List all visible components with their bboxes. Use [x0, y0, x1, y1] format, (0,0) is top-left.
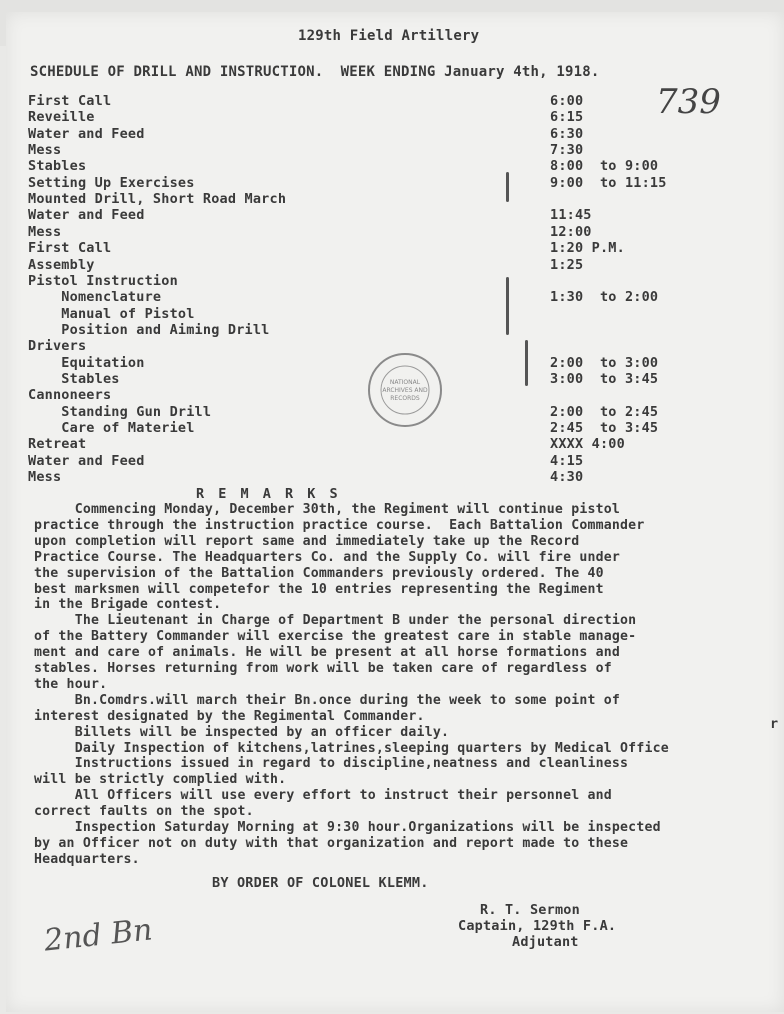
signature-name: R. T. Sermon	[480, 902, 580, 918]
remarks-line: stables. Horses returning from work will be taken care of regardless of	[34, 661, 612, 676]
remarks-line: the hour.	[34, 677, 108, 692]
schedule-item: First Call	[28, 93, 112, 109]
schedule-item: Mess	[28, 142, 62, 158]
schedule-time: 1:25	[550, 257, 584, 273]
schedule-time: 11:45	[550, 207, 592, 223]
brace-mark	[506, 277, 509, 335]
schedule-time: 6:15	[550, 109, 584, 125]
schedule-time: 4:30	[550, 469, 584, 485]
schedule-item: First Call	[28, 240, 112, 256]
schedule-time: 7:30	[550, 142, 584, 158]
schedule-item: Water and Feed	[28, 126, 145, 142]
schedule-item: Position and Aiming Drill	[28, 322, 270, 338]
schedule-time: 8:00 to 9:00	[550, 158, 659, 174]
remarks-line: Headquarters.	[34, 852, 140, 867]
remarks-line: of the Battery Commander will exercise the greatest care in stable manage-	[34, 629, 637, 644]
remarks-line: correct faults on the spot.	[34, 804, 254, 819]
schedule-time: 3:00 to 3:45	[550, 371, 659, 387]
remarks-line: Commencing Monday, December 30th, the Regiment will continue pistol	[34, 502, 621, 517]
schedule-item: Mounted Drill, Short Road March	[28, 191, 287, 207]
schedule-item: Cannoneers	[28, 387, 112, 403]
order-line: BY ORDER OF COLONEL KLEMM.	[212, 875, 429, 891]
schedule-time: 2:45 to 3:45	[550, 420, 659, 436]
schedule-time: 6:30	[550, 126, 584, 142]
schedule-time: 1:20 P.M.	[550, 240, 625, 256]
brace-mark	[525, 340, 528, 386]
schedule-time: 2:00 to 3:00	[550, 355, 659, 371]
remarks-line: interest designated by the Regimental Commander.	[34, 709, 425, 724]
schedule-item: Water and Feed	[28, 207, 145, 223]
schedule-time: 4:15	[550, 453, 584, 469]
remarks-line: upon completion will report same and immediately take up the Record	[34, 534, 580, 549]
schedule-title: SCHEDULE OF DRILL AND INSTRUCTION. WEEK ENDING January 4th, 1918.	[30, 64, 600, 80]
schedule-item: Stables	[28, 158, 87, 174]
schedule-item: Mess	[28, 224, 62, 240]
signature-rank: Captain, 129th F.A.	[458, 918, 617, 934]
brace-mark	[506, 172, 509, 202]
handwritten-note: 2nd Bn	[42, 912, 155, 959]
remarks-line: Bn.Comdrs.will march their Bn.once during the week to some point of	[34, 693, 621, 708]
svg-text:RECORDS: RECORDS	[390, 395, 420, 402]
archive-stamp	[362, 350, 448, 430]
svg-text:NATIONAL: NATIONAL	[389, 379, 421, 386]
signature-title: Adjutant	[512, 934, 579, 950]
remarks-line: the supervision of the Battalion Commanders previously ordered. The 40	[34, 566, 604, 581]
schedule-item: Retreat	[28, 436, 87, 452]
schedule-item: Assembly	[28, 257, 95, 273]
remarks-line: All Officers will use every effort to instruct their personnel and	[34, 788, 612, 803]
remarks-line: ment and care of animals. He will be present at all horse formations and	[34, 645, 621, 660]
unit-header: 129th Field Artillery	[298, 28, 480, 44]
schedule-item: Mess	[28, 469, 62, 485]
schedule-item: Reveille	[28, 109, 95, 125]
stray-mark: r	[770, 716, 779, 732]
svg-text:ARCHIVES AND: ARCHIVES AND	[382, 387, 428, 394]
remarks-line: in the Brigade contest.	[34, 597, 222, 612]
remarks-heading: R E M A R K S	[196, 486, 341, 502]
schedule-item: Standing Gun Drill	[28, 404, 212, 420]
remarks-line: Daily Inspection of kitchens,latrines,sleeping quarters by Medical Office	[34, 741, 669, 756]
remarks-line: practice through the instruction practice course. Each Battalion Commander	[34, 518, 645, 533]
schedule-time: 2:00 to 2:45	[550, 404, 659, 420]
schedule-item: Manual of Pistol	[28, 306, 195, 322]
schedule-time: 1:30 to 2:00	[550, 289, 659, 305]
schedule-item: Equitation	[28, 355, 145, 371]
remarks-line: Billets will be inspected by an officer daily.	[34, 725, 450, 740]
schedule-item: Nomenclature	[28, 289, 162, 305]
schedule-item: Pistol Instruction	[28, 273, 178, 289]
schedule-time: 9:00 to 11:15	[550, 175, 667, 191]
schedule-item: Care of Materiel	[28, 420, 195, 436]
schedule-time: XXXX 4:00	[550, 436, 625, 452]
schedule-item: Stables	[28, 371, 120, 387]
remarks-line: Instructions issued in regard to discipline,neatness and cleanliness	[34, 756, 629, 771]
schedule-item: Water and Feed	[28, 453, 145, 469]
remarks-line: by an Officer not on duty with that organization and report made to these	[34, 836, 629, 851]
schedule-time: 12:00	[550, 224, 592, 240]
remarks-line: The Lieutenant in Charge of Department B under the personal direction	[34, 613, 637, 628]
schedule-item: Setting Up Exercises	[28, 175, 195, 191]
remarks-line: best marksmen will competefor the 10 entries representing the Regiment	[34, 582, 604, 597]
schedule-time: 6:00	[550, 93, 584, 109]
schedule-item: Drivers	[28, 338, 87, 354]
remarks-line: Practice Course. The Headquarters Co. and the Supply Co. will fire under	[34, 550, 621, 565]
remarks-line: Inspection Saturday Morning at 9:30 hour.Organizations will be inspected	[34, 820, 661, 835]
file-number-handwritten: 739	[656, 82, 721, 122]
remarks-line: will be strictly complied with.	[34, 772, 287, 787]
